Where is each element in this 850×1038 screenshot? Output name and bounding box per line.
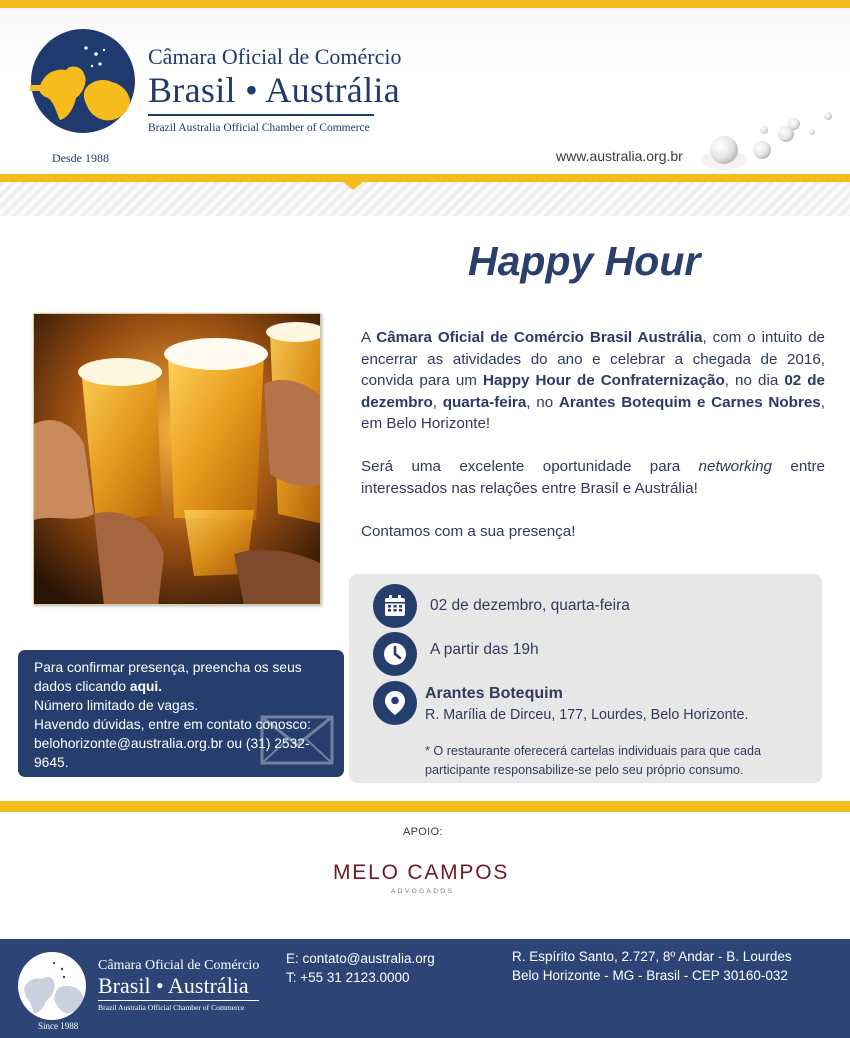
rsvp-segment[interactable]: aqui. [129, 679, 163, 694]
invitation-segment: Happy Hour de Confraternização [483, 372, 725, 389]
org-name-english: Brazil Australia Official Chamber of Commerce [148, 122, 370, 134]
brand-divider [148, 114, 374, 116]
venue-name: Arantes Botequim [425, 685, 563, 702]
consumption-note: * O restaurante oferecerá cartelas individuais para que cada participante responsabilize-se pelo seu próprio consumo. [425, 744, 762, 777]
footer-address-line2: Belo Horizonte - MG - Brasil - CEP 30160-032 [512, 968, 788, 983]
org-name-main: Brasil • Austrália [148, 70, 400, 110]
rsvp-text [34, 658, 334, 772]
footer-org-name-main: Brasil • Austrália [98, 973, 249, 998]
org-name-top: Câmara Oficial de Comércio [148, 44, 402, 69]
footer-email[interactable]: E: contato@australia.org [286, 951, 435, 966]
event-title: Happy Hour [468, 238, 701, 284]
networking-segment: networking [698, 458, 772, 475]
footer-address [512, 947, 792, 985]
header-brand [148, 44, 402, 134]
invitation-segment: Arantes Botequim e Carnes Nobres [558, 393, 821, 411]
footer-org-name-top: Câmara Oficial de Comércio [98, 958, 260, 973]
striped-divider [0, 182, 850, 216]
header-bottom-band [0, 174, 850, 182]
invitation-segment: , com o intuito de encerrar as atividades do ano e celebrar a chegada de 2016, convida para um [361, 329, 825, 389]
invitation-segment: , [432, 393, 443, 411]
footer-brand [98, 958, 259, 1013]
invitation-segment: quarta-feira [442, 393, 527, 411]
sponsor-top-band [0, 801, 850, 812]
rsvp-segment: Número limitado de vagas. Havendo dúvidas, entre em contato conosco: belohorizonte@australia.org.br ou (31) 2532-9645. [34, 698, 311, 770]
calendar-icon [373, 584, 417, 628]
venue-address: R. Marília de Dirceu, 177, Lourdes, Belo Horizonte. [425, 707, 749, 723]
invitation-segment: 02 de dezembro [361, 372, 825, 411]
closing-paragraph: Contamos com a sua presença! [361, 522, 576, 540]
footer-org-name-english: Brazil Australia Official Chamber of Commerce [98, 1000, 259, 1013]
invitation-segment: , no dia [724, 372, 785, 389]
event-description [361, 327, 825, 564]
rsvp-segment: Para confirmar presença, preencha os seus dados clicando [34, 660, 302, 694]
sponsor-label: APOIO: [403, 826, 443, 838]
invitation-segment: A [361, 329, 377, 346]
footer-contact [286, 949, 435, 987]
header [0, 8, 850, 174]
invitation-segment: Câmara Oficial de Comércio Brasil Austrália [376, 329, 703, 346]
invitation-paragraph [361, 327, 825, 435]
top-accent-bar [0, 0, 850, 8]
event-time: A partir das 19h [430, 641, 539, 658]
beer-mugs-image-icon [34, 314, 321, 605]
chamber-globe-logo-icon [30, 28, 136, 134]
footer-phone[interactable]: T: +55 31 2123.0000 [286, 970, 410, 985]
band-notch [343, 182, 363, 190]
networking-paragraph [361, 456, 825, 499]
location-pin-icon [373, 681, 417, 725]
beer-toast-photo [33, 313, 321, 605]
footer [0, 939, 850, 1038]
pearls-decoration-icon [700, 106, 850, 176]
sponsor-logo-subtitle: ADVOGADOS [391, 888, 455, 895]
rsvp-box [18, 650, 344, 777]
event-date: 02 de dezembro, quarta-feira [430, 597, 630, 614]
footer-globe-logo-icon [16, 951, 88, 1021]
networking-segment: entre interessados nas relações entre Brasil e Austrália! [361, 458, 825, 497]
since-label: Desde 1988 [52, 151, 109, 165]
networking-segment: Será uma excelente oportunidade para [361, 458, 699, 475]
invitation-segment: , no [526, 393, 559, 411]
event-details-box [349, 574, 822, 783]
clock-icon [373, 632, 417, 676]
invitation-segment: , em Belo Horizonte! [361, 393, 825, 432]
sponsor-logo-name: MELO CAMPOS [333, 861, 510, 884]
footer-address-line1: R. Espírito Santo, 2.727, 8º Andar - B. Lourdes [512, 949, 792, 964]
footer-since-label: Since 1988 [38, 1021, 79, 1031]
website-link[interactable]: www.australia.org.br [556, 148, 683, 164]
